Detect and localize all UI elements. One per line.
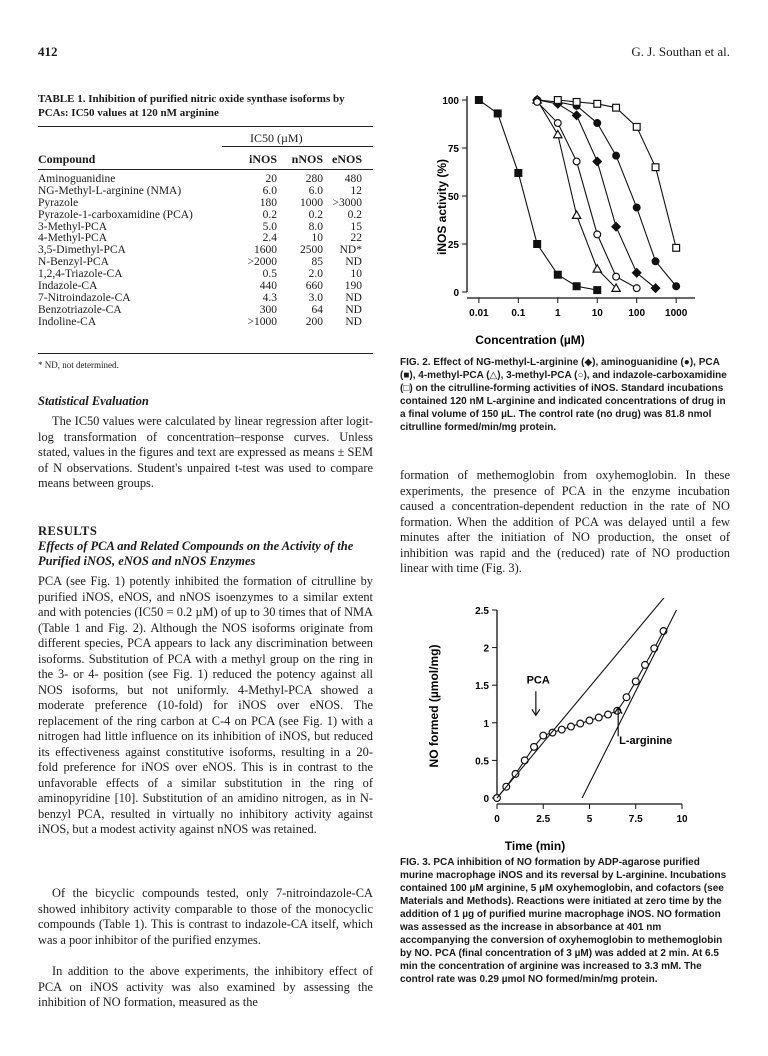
table-cell-compound: Pyrazole-1-carboxamidine (PCA) bbox=[38, 208, 193, 221]
table-cell-value: 6.0 bbox=[308, 184, 323, 197]
table-cell-value: 190 bbox=[344, 280, 362, 293]
y-tick-label: 0.5 bbox=[475, 756, 489, 768]
figure-2-caption: FIG. 2. Effect of NG-methyl-L-arginine (◆), aminoguanidine (●), PCA (■), 4-methyl-PCA (△), 3-methyl-PCA (○), and indazole-carboxamidine (□) on the citrulline-forming activities of iNOS. Standard incubations contained 120 nM L-arginine and indicated concentrations of drug in a final volume of 150 µL. The control rate (no drug) was 81.8 nmol citrulline formed/min/mg protein. bbox=[400, 357, 727, 433]
x-tick-label: 0 bbox=[494, 814, 500, 825]
y-tick-label: 0 bbox=[483, 794, 489, 805]
data-point bbox=[534, 241, 541, 248]
data-point bbox=[594, 287, 601, 294]
table-cell-compound: 4-Methyl-PCA bbox=[38, 232, 107, 245]
table-row bbox=[38, 210, 373, 222]
table-cell-compound: Indazole-CA bbox=[38, 280, 98, 293]
series-line bbox=[537, 100, 616, 288]
table-cell-value: 180 bbox=[259, 196, 277, 209]
x-tick-label: 0.1 bbox=[511, 308, 526, 319]
table-cell-value: 10 bbox=[311, 232, 323, 245]
table-cell-value: 280 bbox=[305, 173, 323, 185]
table-cell-compound: Indoline-CA bbox=[38, 315, 97, 328]
table-cell-value: 2500 bbox=[300, 244, 323, 257]
data-point bbox=[593, 265, 601, 272]
data-point bbox=[633, 204, 640, 211]
table-cell-compound: Benzotriazole-CA bbox=[38, 303, 122, 316]
paragraph-results-2: Of the bicyclic compounds tested, only 7-nitroindazole-CA showed inhibitory activity comparable to those of the monocyclic compounds (Table 1). This is contrast to indazole-CA itself, which was a poor inhibitor of the purified enzymes. bbox=[38, 886, 373, 947]
table-cell-value: 5.0 bbox=[262, 220, 277, 233]
y-tick-label: 2 bbox=[483, 643, 489, 655]
table-cell-compound: Pyrazole bbox=[38, 196, 79, 209]
table-cell-compound: 3-Methyl-PCA bbox=[38, 220, 107, 233]
table-cell-compound: N-Benzyl-PCA bbox=[38, 256, 109, 269]
data-point bbox=[572, 211, 580, 218]
col-header-nnos: nNOS bbox=[291, 152, 323, 166]
data-point bbox=[595, 714, 602, 721]
data-point bbox=[521, 757, 528, 764]
table-cell-value: ND bbox=[345, 303, 362, 316]
data-point bbox=[554, 97, 561, 104]
table-cell-value: 0.2 bbox=[308, 208, 323, 221]
paragraph-right-column: formation of methemoglobin from oxyhemoglobin. In these experiments, the presence of PCA in the enzyme incubation caused a concentration-dependent reduction in the rate of NO formation. When the addition of PCA was delayed until a few minutes after the initiation of NO production, the onset of inhibition was rapid and the (reduced) rate of NO production linear with time (Fig. 3). bbox=[400, 468, 730, 575]
table-cell-value: 10 bbox=[350, 268, 362, 281]
data-point bbox=[593, 157, 601, 165]
annotation-pca: PCA bbox=[526, 674, 550, 687]
paragraph-results-1: PCA (see Fig. 1) potently inhibited the formation of citrulline by purified iNOS, eNOS, and nNOS isoenzymes to a similar extent and with potencies (IC50 = 0.2 µM) of up to 30 times that of NMA (Table 1 and Fig. 2). Although the NOS isoforms originate from different species, PCA appears to lack any discrimination between isoforms. Substitution of PCA with a methyl group on the ring in the 3- or 4- position (see Fig. 1) reduced the potency against all NOS isoforms, but not uniformly. 4-Methyl-PCA showed a moderate preference (10-fold) for iNOS over eNOS. The replacement of the ring carbon at C-4 on PCA (see Fig. 1) with a nitrogen had little influence on its inhibition of iNOS, but reduced its effectiveness against constitutive isoforms, resulting in a 20-fold preference for iNOS over eNOS. This is in contrast to the unfavorable effects of a similar substitution in the ring of aminopyridine [10]. Substitution of an amidino nitrogen, as in N-benzyl PCA, resulted in virtually no inhibitory activity against iNOS, but a modest activity against nNOS was retained. bbox=[38, 574, 373, 836]
data-point bbox=[613, 152, 620, 159]
data-point bbox=[475, 97, 482, 104]
data-point bbox=[534, 99, 541, 106]
y-tick-label: 50 bbox=[447, 192, 459, 203]
table-row bbox=[38, 293, 373, 305]
table-bottom-rule bbox=[38, 353, 373, 354]
figure-3-caption: FIG. 3. PCA inhibition of NO formation by ADP-agarose purified murine macrophage iNOS and its reversal by L-arginine. Incubations contained 100 µM arginine, 5 µM oxyhemoglobin, and cofactors (see Materials and Methods). Reactions were initiated at zero time by the addition of 1 µg of purified murine macrophage iNOS. NO formation was assessed as the increase in absorbance at 401 nm accompanying the conversion of oxyhemoglobin to methemoglobin by NO. PCA (final concentration of 3 µM) was added at 2 min. At 6.5 min the concentration of arginine was increased to 3.3 mM. The control rate was 0.29 µmol NO formed/min/mg protein. bbox=[400, 857, 727, 985]
data-point bbox=[633, 285, 640, 292]
data-point bbox=[673, 283, 680, 290]
table-row bbox=[38, 186, 373, 198]
y-tick-label: 1.5 bbox=[475, 681, 489, 693]
table-cell-compound: 3,5-Dimethyl-PCA bbox=[38, 244, 126, 257]
table-cell-value: 64 bbox=[311, 303, 323, 316]
table-row bbox=[38, 317, 373, 329]
figure-3-chart bbox=[400, 598, 730, 853]
data-point bbox=[632, 678, 639, 685]
data-point bbox=[577, 720, 584, 727]
y-tick-label: 25 bbox=[447, 240, 459, 251]
table-group-header: IC50 (µM) bbox=[250, 131, 303, 145]
table-cell-value: 8.0 bbox=[308, 220, 323, 233]
col-header-inos: iNOS bbox=[248, 152, 277, 166]
table-cell-value: 15 bbox=[350, 220, 362, 233]
table-cell-value: >1000 bbox=[247, 315, 277, 328]
data-point bbox=[568, 723, 575, 730]
x-tick-label: 10 bbox=[591, 308, 603, 319]
x-tick-label: 1000 bbox=[665, 308, 688, 319]
table-cell-compound: NG-Methyl-L-arginine (NMA) bbox=[38, 184, 182, 197]
data-point bbox=[558, 726, 565, 733]
table-cell-value: ND bbox=[345, 291, 362, 304]
data-point bbox=[633, 123, 640, 130]
table-cell-value: 4.3 bbox=[262, 291, 277, 304]
table-body bbox=[38, 174, 373, 329]
x-tick-label: 0.01 bbox=[469, 308, 489, 319]
table-cell-value: 660 bbox=[305, 280, 323, 293]
table-cell-value: 85 bbox=[311, 256, 323, 269]
table-cell-value: 22 bbox=[350, 232, 362, 245]
reference-line bbox=[497, 598, 682, 798]
data-point bbox=[494, 110, 501, 117]
table-cell-compound: Aminoguanidine bbox=[38, 173, 116, 185]
data-point bbox=[540, 732, 547, 739]
data-point bbox=[554, 130, 562, 137]
data-point bbox=[554, 120, 561, 127]
annotation-l-arginine: L-arginine bbox=[619, 734, 673, 747]
y-tick-label: 2.5 bbox=[475, 606, 489, 617]
page-number: 412 bbox=[38, 44, 58, 59]
table-cell-value: 1600 bbox=[254, 244, 277, 257]
y-tick-label: 1 bbox=[483, 718, 489, 730]
table-header-row bbox=[38, 152, 373, 166]
data-point bbox=[613, 273, 620, 280]
x-tick-label: 2.5 bbox=[536, 814, 551, 825]
series-line bbox=[497, 631, 664, 798]
table-cell-value: 2.4 bbox=[262, 232, 277, 245]
series-line bbox=[479, 100, 597, 290]
table-cell-value: 200 bbox=[305, 315, 323, 328]
running-head: G. J. Southan et al. bbox=[631, 44, 730, 59]
table-cell-value: 0.2 bbox=[347, 208, 362, 221]
fig2-xlabel: Concentration (µM) bbox=[475, 333, 585, 347]
col-header-compound: Compound bbox=[38, 152, 96, 166]
table-top-rule bbox=[38, 126, 373, 127]
section-heading-statistics: Statistical Evaluation bbox=[38, 394, 149, 408]
data-point bbox=[623, 694, 630, 701]
table-cell-value: 20 bbox=[265, 173, 277, 185]
data-point bbox=[515, 170, 522, 177]
table-cell-value: 12 bbox=[350, 184, 362, 197]
data-point bbox=[572, 111, 580, 119]
table-cell-value: ND bbox=[345, 256, 362, 269]
table-group-rule bbox=[222, 146, 373, 147]
data-point bbox=[594, 120, 601, 127]
section-heading-results: RESULTS bbox=[38, 524, 98, 538]
data-point bbox=[673, 244, 680, 251]
x-tick-label: 100 bbox=[628, 308, 646, 319]
table-cell-compound: 7-Nitroindazole-CA bbox=[38, 291, 131, 304]
data-point bbox=[573, 158, 580, 165]
reference-line bbox=[582, 610, 676, 798]
fig3-ylabel: NO formed (µmol/mg) bbox=[427, 644, 441, 768]
data-point bbox=[652, 258, 659, 265]
table-cell-value: 300 bbox=[259, 303, 277, 316]
col-header-enos: eNOS bbox=[332, 152, 362, 166]
data-point bbox=[652, 164, 659, 171]
table-cell-value: 440 bbox=[259, 280, 277, 293]
table-cell-value: 0.2 bbox=[262, 208, 277, 221]
fig2-ylabel: iNOS activity (%) bbox=[435, 158, 449, 256]
data-point bbox=[605, 711, 612, 718]
figure-2-chart bbox=[400, 82, 730, 357]
table-cell-compound: 1,2,4-Triazole-CA bbox=[38, 268, 123, 281]
series-line bbox=[537, 102, 637, 288]
table-header-rule bbox=[38, 169, 373, 170]
x-tick-label: 10 bbox=[676, 814, 688, 825]
data-point bbox=[573, 99, 580, 106]
table-cell-value: 2.0 bbox=[308, 268, 323, 281]
x-tick-label: 5 bbox=[586, 814, 593, 825]
data-point bbox=[554, 271, 561, 278]
table-cell-value: 0.5 bbox=[262, 268, 277, 281]
data-point bbox=[612, 223, 620, 231]
data-point bbox=[586, 717, 593, 724]
table-footnote: * ND, not determined. bbox=[38, 360, 119, 370]
table-cell-value: 480 bbox=[344, 173, 362, 185]
table-cell-value: >3000 bbox=[332, 196, 362, 209]
table-caption: TABLE 1. Inhibition of purified nitric oxide synthase isoforms by PCAs: IC50 values at 120 nM arginine bbox=[38, 93, 345, 119]
paragraph-statistics: The IC50 values were calculated by linear regression after logit-log transformation of concentration–response curves. Unless stated, values in the figures and text are expressed as means ± SEM of N observations. Student's unpaired t-test was used to compare means between groups. bbox=[38, 414, 373, 490]
table-cell-value: ND* bbox=[339, 244, 362, 257]
table-cell-value: 3.0 bbox=[308, 291, 323, 304]
paragraph-results-3: In addition to the above experiments, the inhibitory effect of PCA on iNOS activity was also examined by assessing the inhibition of NO formation, measured as the bbox=[38, 964, 373, 1009]
table-cell-value: 6.0 bbox=[262, 184, 277, 197]
table-row bbox=[38, 305, 373, 317]
data-point bbox=[594, 100, 601, 107]
table-row bbox=[38, 198, 373, 210]
fig3-xlabel: Time (min) bbox=[504, 839, 566, 853]
subsection-heading-effects: Effects of PCA and Related Compounds on the Activity of the Purified iNOS, eNOS and nNOS Enzymes bbox=[38, 539, 354, 568]
x-tick-label: 1 bbox=[555, 308, 561, 319]
data-point bbox=[531, 743, 538, 750]
y-tick-label: 75 bbox=[447, 144, 459, 155]
data-point bbox=[573, 283, 580, 290]
data-point bbox=[594, 231, 601, 238]
x-tick-label: 7.5 bbox=[628, 814, 643, 825]
y-tick-label: 0 bbox=[453, 288, 459, 299]
table-cell-value: 1000 bbox=[300, 196, 323, 209]
table-cell-value: ND bbox=[345, 315, 362, 328]
y-tick-label: 100 bbox=[442, 96, 459, 107]
data-point bbox=[613, 104, 620, 111]
table-cell-value: >2000 bbox=[247, 256, 277, 269]
